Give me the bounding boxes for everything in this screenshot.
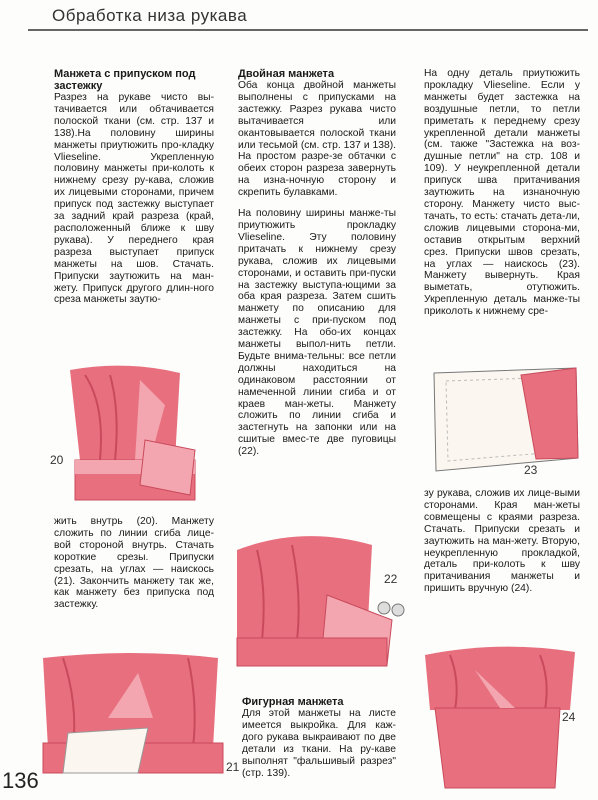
paragraph: жить внутрь (20). Манжету сложить по линии сгиба лице-вой стороной внутрь. Стачать короткие срезы. Припуски срезать, на углах — наискось (21). Закончить манжету так же, как манжету без припуска под застежку. (54, 516, 214, 611)
illustration-24 (420, 640, 585, 790)
paragraph: На одну деталь приутюжить прокладку Vlieseline. Если у манжеты будет застежка на воздушные петли, то петли приметать к переднему срезу укрепленной детали манжеты (см. также "Застежка на воз-душные петли" на стр. 108 и 109). У неукрепленной детали припуск шва притачивания заутюжить на изнаночную сторону. Манжету чисто выс-тачать, то есть: стачать дета-ли, сложив лицевыми сторона-ми, оставив открытым верхний срез. Припуски швов срезать, на углах — наискось (23). Манжету вывернуть. Края выметать, отутюжить. Укрепленную деталь манже-ты приколоть к нижнему сре- (424, 68, 580, 318)
column-3-top (424, 68, 580, 318)
figure-number: 21 (226, 760, 240, 774)
illustration-21 (38, 648, 240, 778)
page-title: Обработка низа рукава (52, 6, 248, 25)
section-heading-cuff-with-extension: Манжета с припуском под застежку (54, 68, 196, 92)
page-number: 136 (2, 768, 39, 793)
figure-number: 23 (524, 463, 538, 477)
paragraph: На половину ширины манже-ты приутюжить прокладку Vlieseline. Эту половину притачать к нижнему срезу рукава, сложив их лицевыми сторонами, и оставить при-пуски на застежку выступа-ющими за оба края разреза. Затем сшить манжету по описанию для манжеты с при-пуском под застежку. На обо-их концах манжеты выпол-нить петли. Будьте внима-тельны: все петли должны находиться на одинаковом расстоянии от намеченной линии сгиба и от краев ман-жеты. Манжету сложить по линии сгиба и застегнуть на запонки или на сшитые вмес-те две пуговицы (22). (238, 208, 396, 458)
column-1-bottom (54, 516, 214, 611)
double-cuff-illustration (232, 520, 417, 670)
paragraph: зу рукава, сложив их лице-выми сторонами. Края ман-жеты совмещены с краями разреза. Стачать. Припуски срезать и заутюжить на ман-жету. Вторую, неукрепленную прокладкой, деталь при-колоть к шву притачивания манжеты и пришить вручную (24). (424, 488, 580, 595)
sleeve-cuff-illustration (50, 365, 200, 510)
column-2-top (238, 68, 396, 458)
illustration-22 (232, 520, 417, 670)
page-header (28, 2, 588, 32)
illustration-20 (50, 365, 200, 510)
sleeve-cuff-illustration (38, 648, 233, 778)
paragraph: Разрез на рукаве чисто вы-тачивается или обтачивается полоской ткани (см. стр. 137 и 138).На половину ширины манжеты приутюжить про-кладку Vlieseline. Укрепленную половину манжеты при-колоть к нижнему срезу ру-кава, сложив их лицевыми сторонами, причем припуск под застежку выступает за задний край разреза (край, расположенный ближе к шву рукава). У переднего края разреза выступает припуск манжеты на шов. Стачать. Припуски заутюжить на ман-жету. Припуск другого длин-ного среза манжеты заутю- (54, 92, 214, 306)
column-1-top (54, 68, 214, 306)
figure-number: 20 (50, 453, 64, 467)
header-rule (28, 29, 588, 31)
figure-number: 24 (562, 710, 576, 724)
paragraph: Оба конца двойной манжеты выполнены с припусками на застежку. Разрез рукава чисто вытачивается или окантовывается полоской ткани или тесьмой (см. стр. 137 и 138). На простом разре-зе обтачки с обеих сторон разреза завернуть на изна-ночную сторону и скрепить булавками. (238, 80, 396, 199)
figure-number: 22 (384, 572, 398, 586)
section-heading-shaped-cuff: Фигурная манжета (242, 696, 344, 708)
shaped-cuff-sleeve-illustration (420, 640, 585, 790)
illustration-23 (426, 363, 586, 478)
paragraph: Для этой манжеты на листе имеется выкройка. Для каж-дого рукава выкраивают по две детали из ткани. На ру-каве выполнят "фальшивый разрез" (стр. 139). (242, 708, 396, 779)
column-3-bottom (424, 488, 580, 595)
section-heading-double-cuff: Двойная манжета (238, 68, 335, 80)
column-2-bottom (242, 696, 396, 779)
shaped-cuff-illustration (426, 363, 586, 478)
